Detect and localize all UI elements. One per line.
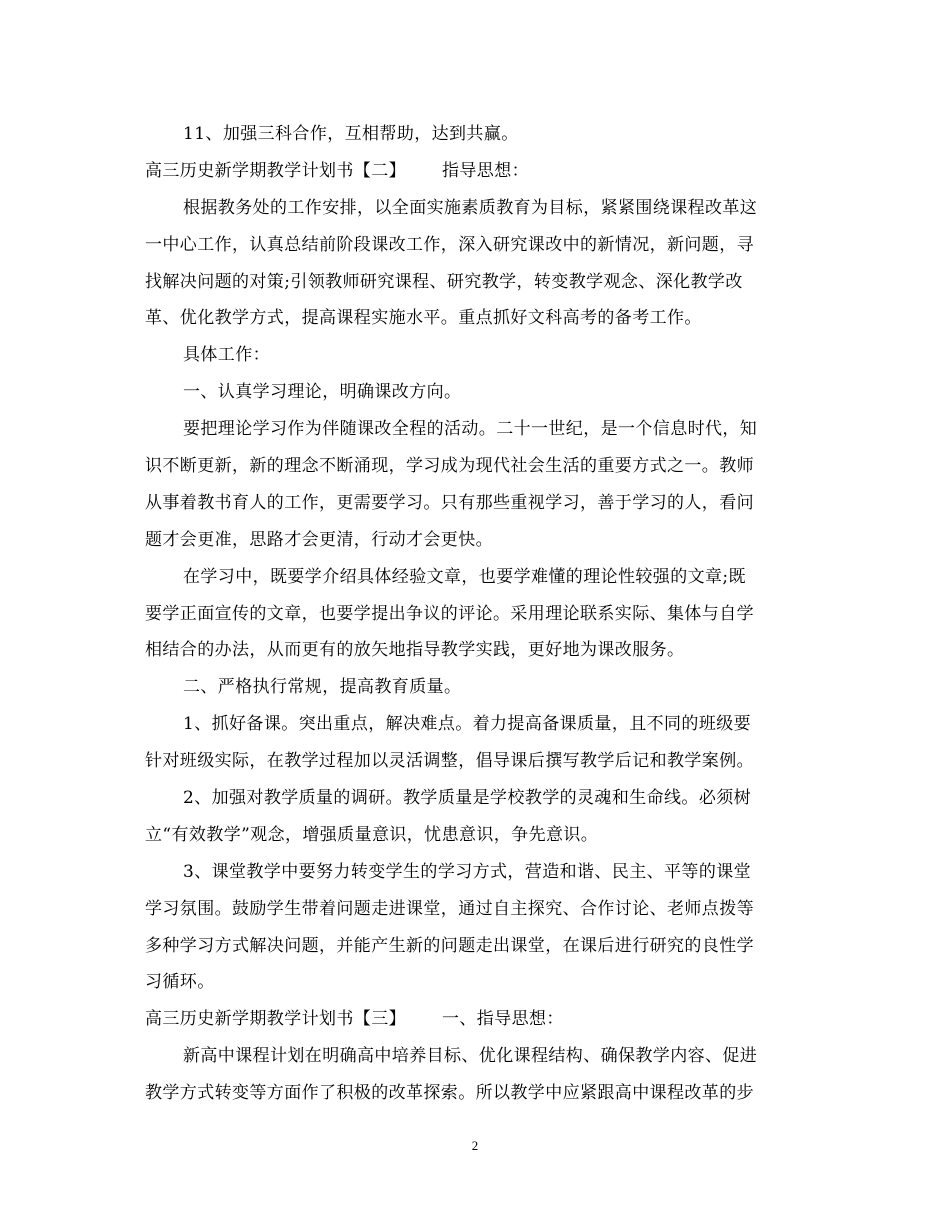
page-number: 2 bbox=[471, 1138, 479, 1153]
text-line bbox=[145, 706, 805, 743]
text-line bbox=[145, 374, 805, 411]
line-text: 在学习中，既要学介绍具体经验文章，也要学难懂的理论性较强的文章;既 bbox=[183, 566, 746, 587]
text-line bbox=[145, 559, 805, 596]
line-text: 要把理论学习作为伴随课改全程的活动。二十一世纪，是一个信息时代，知 bbox=[183, 419, 758, 440]
text-line bbox=[145, 743, 805, 780]
line-text: 3、课堂教学中要努力转变学生的学习方式，营造和谐、民主、平等的课堂 bbox=[183, 861, 752, 882]
line-text: 新高中课程计划在明确高中培养目标、优化课程结构、确保教学内容、促进 bbox=[183, 1046, 758, 1067]
line-text: 教学方式转变等方面作了积极的改革探索。所以教学中应紧跟高中课程改革的步 bbox=[145, 1083, 754, 1104]
line-text: 找解决问题的对策;引领教师研究课程、研究教学，转变教学观念、深化教学改 bbox=[145, 271, 743, 292]
section-subtitle: 一、指导思想： bbox=[442, 1009, 564, 1030]
line-text: 1、抓好备课。突出重点，解决难点。着力提高备课质量，且不同的班级要 bbox=[183, 714, 752, 735]
line-text: 多种学习方式解决问题，并能产生新的问题走出课堂，在课后进行研究的良性学 bbox=[145, 935, 754, 956]
text-line bbox=[145, 227, 805, 264]
line-text: 二、严格执行常规，提高教育质量。 bbox=[183, 677, 462, 698]
line-text: 从事着教书育人的工作，更需要学习。只有那些重视学习，善于学习的人，看问 bbox=[145, 492, 754, 513]
text-line bbox=[145, 1038, 805, 1075]
section-title: 高三历史新学期教学计划书【三】 bbox=[145, 1009, 406, 1030]
text-line bbox=[145, 780, 805, 817]
line-text: 革、优化教学方式，提高课程实施水平。重点抓好文科高考的备考工作。 bbox=[145, 308, 702, 329]
line-text: 一、认真学习理论，明确课改方向。 bbox=[183, 382, 462, 403]
line-text: 题才会更准，思路才会更清，行动才会更快。 bbox=[145, 529, 493, 550]
text-line bbox=[145, 264, 805, 301]
document-body bbox=[145, 116, 805, 1112]
text-line bbox=[145, 928, 805, 965]
text-line bbox=[145, 411, 805, 448]
text-line bbox=[145, 891, 805, 928]
text-line bbox=[145, 964, 805, 1001]
line-text: 一中心工作，认真总结前阶段课改工作，深入研究课改中的新情况，新问题，寻 bbox=[145, 234, 754, 255]
line-text: 识不断更新，新的理念不断涌现，学习成为现代社会生活的重要方式之一。教师 bbox=[145, 456, 754, 477]
line-text: 要学正面宣传的文章，也要学提出争议的评论。采用理论联系实际、集体与自学 bbox=[145, 603, 754, 624]
text-line bbox=[145, 337, 805, 374]
section-title: 高三历史新学期教学计划书【二】 bbox=[145, 160, 406, 181]
section-heading bbox=[145, 153, 805, 190]
line-text: 针对班级实际，在教学过程加以灵活调整，倡导课后撰写教学后记和教学案例。 bbox=[145, 751, 754, 772]
line-text: 根据教务处的工作安排，以全面实施素质教育为目标，紧紧围绕课程改革这 bbox=[183, 197, 758, 218]
line-text: 2、加强对教学质量的调研。教学质量是学校教学的灵魂和生命线。必须树 bbox=[183, 788, 752, 809]
text-line bbox=[145, 817, 805, 854]
text-line bbox=[145, 190, 805, 227]
text-line bbox=[145, 300, 805, 337]
line-text: 11、加强三科合作，互相帮助，达到共赢。 bbox=[183, 124, 519, 144]
line-text: 相结合的办法，从而更有的放矢地指导教学实践，更好地为课改服务。 bbox=[145, 640, 685, 661]
line-text: 学习氛围。鼓励学生带着问题走进课堂，通过自主探究、合作讨论、老师点拨等 bbox=[145, 898, 754, 919]
line-text: 立“有效教学”观念，增强质量意识，忧患意识，争先意识。 bbox=[145, 824, 599, 845]
text-line bbox=[145, 854, 805, 891]
text-line bbox=[145, 596, 805, 633]
text-line bbox=[145, 485, 805, 522]
section-subtitle: 指导思想： bbox=[442, 160, 529, 181]
text-line bbox=[145, 669, 805, 706]
text-line bbox=[145, 116, 805, 153]
text-line bbox=[145, 522, 805, 559]
text-line bbox=[145, 1075, 805, 1112]
text-line bbox=[145, 632, 805, 669]
section-heading bbox=[145, 1001, 805, 1038]
text-line bbox=[145, 448, 805, 485]
line-text: 习循环。 bbox=[145, 972, 215, 993]
line-text: 具体工作： bbox=[183, 345, 270, 366]
